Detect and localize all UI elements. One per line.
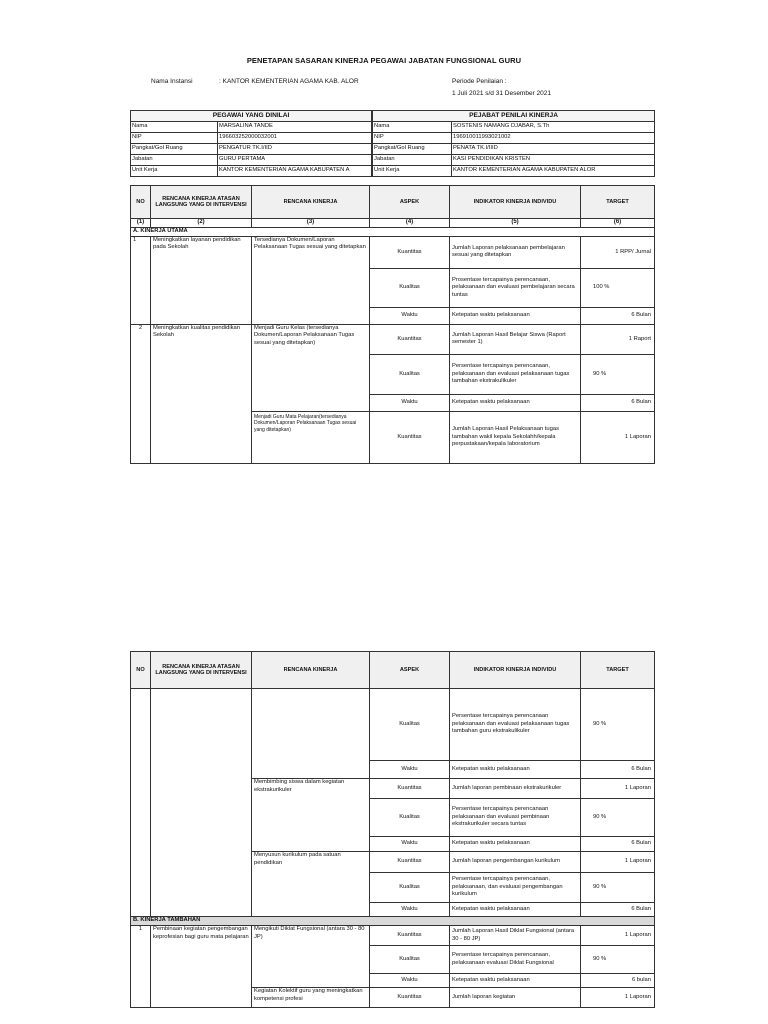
target-cell: 90 %	[581, 689, 655, 761]
indikator-cell: Jumlah laporan pengembangan kurikulum	[450, 852, 581, 873]
aspek-cell: Kualitas	[370, 946, 450, 974]
indikator-cell: Ketepatan waktu pelaksanaan	[450, 307, 581, 324]
info-label: Unit Kerja	[131, 166, 218, 177]
col-target: TARGET	[581, 186, 655, 219]
instansi-label: Nama Instansi	[151, 78, 193, 85]
indikator-cell: Jumlah Laporan Hasil Pelaksanaan tugas tambahan wakil kepala Sekolahh/kepala perpustakaan/kepala laboratorium	[450, 411, 581, 463]
target-cell: 90 %	[581, 799, 655, 837]
col-number: (6)	[581, 219, 655, 228]
aspek-cell: Kuantitas	[370, 852, 450, 873]
info-value: 196910011993021002	[452, 133, 655, 144]
aspek-cell: Kualitas	[370, 354, 450, 394]
indikator-cell: Ketepatan waktu pelaksanaan	[450, 394, 581, 411]
info-value: GURU PERTAMA	[218, 155, 372, 166]
target-cell: 6 Bulan	[581, 761, 655, 779]
indikator-cell: Jumlah laporan pembinaan ekstrakurikuler	[450, 779, 581, 799]
aspek-cell: Waktu	[370, 903, 450, 917]
col-no: NO	[131, 652, 151, 689]
aspek-cell: Kuantitas	[370, 324, 450, 354]
info-value: PENATA TK.I/IIID	[452, 144, 655, 155]
target-cell: 1 RPP/ Jurnal	[581, 236, 655, 268]
info-value: KANTOR KEMENTERIAN AGAMA KABUPATEN A	[218, 166, 372, 177]
row-no: 2	[131, 324, 151, 463]
info-label: NIP	[131, 133, 218, 144]
indikator-cell: Prosentase tercapainya perencanaan, pelaksanaan dan evaluasi pembelajaran secara tuntas	[450, 268, 581, 307]
aspek-cell: Kuantitas	[370, 411, 450, 463]
periode-value: 1 Juli 2021 s/d 31 Desember 2021	[452, 90, 552, 97]
col-aspek: ASPEK	[370, 652, 450, 689]
indikator-cell: Persentase tercapainya perencanaan pelaksanaan dan evaluasi pelaksanaan tugas tambahan guru ekstrakulikuler	[450, 689, 581, 761]
indikator-cell: Persentase tercapainya perencanaan pelaksanaan dan evaluasi pembinaan ekstrakurikuler secara tuntas	[450, 799, 581, 837]
col-aspek: ASPEK	[370, 186, 450, 219]
aspek-cell: Kuantitas	[370, 926, 450, 946]
aspek-cell: Waktu	[370, 307, 450, 324]
target-cell: 6 Bulan	[581, 837, 655, 852]
aspek-cell: Kualitas	[370, 689, 450, 761]
rencana-cell: Kegiatan Kolektif guru yang meningkatkan kompetensi profesi	[252, 988, 370, 1008]
penilai-header: PEJABAT PENILAI KINERJA	[373, 111, 655, 122]
target-cell: 6 bulan	[581, 974, 655, 988]
indikator-cell: Persentase tercapainya perencanaan, pelaksanaan dan evaluasi pelaksanaan tugas tambahan ekstrakulikuler	[450, 354, 581, 394]
indikator-cell: Jumlah laporan kegiatan	[450, 988, 581, 1008]
info-value: MARSALINA TANDE	[218, 122, 372, 133]
target-cell: 1 Laporan	[581, 988, 655, 1008]
target-cell: 90 %	[581, 354, 655, 394]
kinerja-table-page1	[130, 185, 655, 464]
aspek-cell: Kualitas	[370, 873, 450, 903]
col-number: (4)	[370, 219, 450, 228]
rencana-atasan-cell: Pembinaan kegiatan pengembangan keprofesian bagi guru mata pelajaran	[151, 926, 252, 1008]
indikator-cell: Jumlah Laporan Hasil Diklat Fungsional (antara 30 - 80 JP)	[450, 926, 581, 946]
col-rencana: RENCANA KINERJA	[252, 186, 370, 219]
info-label: Nama	[373, 122, 452, 133]
rencana-cell: Membimbing siswa dalam kegiatan ekstrakurikuler	[252, 779, 370, 852]
section-kinerja-utama: A. KINERJA UTAMA	[131, 227, 655, 236]
info-label: Nama	[131, 122, 218, 133]
pegawai-header: PEGAWAI YANG DINILAI	[131, 111, 372, 122]
aspek-cell: Kualitas	[370, 799, 450, 837]
col-rencana-atasan: RENCANA KINERJA ATASAN LANGSUNG YANG DI INTERVENSI	[151, 186, 252, 219]
indikator-cell: Jumlah Laporan Hasil Belajar Siswa (Raport semester 1)	[450, 324, 581, 354]
info-label: NIP	[373, 133, 452, 144]
aspek-cell: Kuantitas	[370, 988, 450, 1008]
target-cell: 6 Bulan	[581, 394, 655, 411]
aspek-cell: Kualitas	[370, 268, 450, 307]
col-no: NO	[131, 186, 151, 219]
document-title: PENETAPAN SASARAN KINERJA PEGAWAI JABATAN FUNGSIONAL GURU	[246, 56, 522, 65]
col-number: (3)	[252, 219, 370, 228]
rencana-cell: Menjadi Guru Mata Pelajaran(tersedianya Dokumen/Laporan Pelaksanaan Tugas sesuai yang ditetapkan)	[252, 411, 370, 463]
target-cell: 1 Laporan	[581, 779, 655, 799]
target-cell: 1 Laporan	[581, 411, 655, 463]
row-no: 1	[131, 926, 151, 1008]
info-value: PENGATUR TK.I/IID	[218, 144, 372, 155]
col-target: TARGET	[581, 652, 655, 689]
info-label: Jabatan	[373, 155, 452, 166]
periode-label: Periode Penilaian :	[452, 78, 507, 85]
rencana-cell: Menyusun kurikulum pada satuan pendidikan	[252, 852, 370, 917]
section-kinerja-tambahan: B. KINERJA TAMBAHAN	[131, 917, 655, 926]
indikator-cell: Ketepatan waktu pelaksanaan	[450, 903, 581, 917]
indikator-cell: Persentase tercapainya perencanaan, pelaksanaan evaluasi Diklat Fungsional	[450, 946, 581, 974]
indikator-cell: Jumlah Laporan pelaksanaan pembelajaran sesuai yang ditetapkan	[450, 236, 581, 268]
kinerja-table-page2	[130, 651, 655, 1008]
col-number: (5)	[450, 219, 581, 228]
info-value: KASI PENDIDIKAN KRISTEN	[452, 155, 655, 166]
target-cell: 6 Bulan	[581, 307, 655, 324]
aspek-cell: Kuantitas	[370, 236, 450, 268]
aspek-cell: Waktu	[370, 974, 450, 988]
target-cell: 1 Laporan	[581, 852, 655, 873]
target-cell: 90 %	[581, 873, 655, 903]
target-cell: 90 %	[581, 946, 655, 974]
target-cell: 100 %	[581, 268, 655, 307]
col-rencana: RENCANA KINERJA	[252, 652, 370, 689]
indikator-cell: Persentase tercapainya perencanaan, pelaksanaan, dan evaluasi pengembangan kurikulum	[450, 873, 581, 903]
target-cell: 1 Raport	[581, 324, 655, 354]
info-label: Pangkat/Gol Ruang	[373, 144, 452, 155]
col-indikator: INDIKATOR KINERJA INDIVIDU	[450, 652, 581, 689]
rencana-cell: Tersedianya Dokumen/Laporan Pelaksanaan Tugas sesuai yang ditetapkan	[252, 236, 370, 324]
info-value: 196603252000032001	[218, 133, 372, 144]
rencana-atasan-cell: Meningkatkan kualitas pendidikan Sekolah	[151, 324, 252, 463]
info-value: KANTOR KEMENTERIAN AGAMA KABUPATEN ALOR	[452, 166, 655, 177]
aspek-cell: Waktu	[370, 394, 450, 411]
info-label: Unit Kerja	[373, 166, 452, 177]
col-indikator: INDIKATOR KINERJA INDIVIDU	[450, 186, 581, 219]
aspek-cell: Waktu	[370, 761, 450, 779]
row-no: 1	[131, 236, 151, 324]
info-label: Jabatan	[131, 155, 218, 166]
target-cell: 1 Laporan	[581, 926, 655, 946]
col-number: (1)	[131, 219, 151, 228]
aspek-cell: Waktu	[370, 837, 450, 852]
info-label: Pangkat/Gol Ruang	[131, 144, 218, 155]
target-cell: 6 Bulan	[581, 903, 655, 917]
indikator-cell: Ketepatan waktu pelaksanaan	[450, 837, 581, 852]
instansi-value: : KANTOR KEMENTERIAN AGAMA KAB. ALOR	[219, 78, 359, 85]
col-rencana-atasan: RENCANA KINERJA ATASAN LANGSUNG YANG DI INTERVENSI	[151, 652, 252, 689]
aspek-cell: Kuantitas	[370, 779, 450, 799]
rencana-cell: Menjadi Guru Kelas (tersedianya Dokumen/Laporan Pelaksanaan Tugas sesuai yang ditetapkan)	[252, 324, 370, 411]
indikator-cell: Ketepatan waktu pelaksanaan	[450, 974, 581, 988]
indikator-cell: Ketepatan waktu pelaksanaan	[450, 761, 581, 779]
col-number: (2)	[151, 219, 252, 228]
info-value: SOSTENIS NAMANG DJABAR, S.Th	[452, 122, 655, 133]
info-table	[130, 110, 655, 177]
rencana-cell: Mengikuti Diklat Fungsional (antara 30 - 80 JP)	[252, 926, 370, 988]
rencana-atasan-cell: Meningkatkan layanan pendidikan pada Sekolah	[151, 236, 252, 324]
